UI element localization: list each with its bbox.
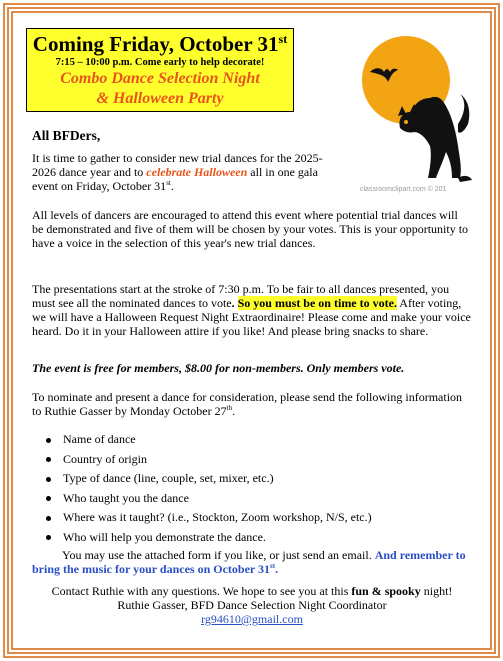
event-subtitle-2: & Halloween Party — [96, 90, 224, 107]
signature: Ruthie Gasser, BFD Dance Selection Night Coordinator — [117, 598, 387, 612]
paragraph-presentations: The presentations start at the stroke of 7:30 p.m. To be fair to all dances presented, you must see all the nominated dances to vote. So you must be on time to vote. After voting, we will have a Halloween Request Night Extraordinaire! Please come and make your voice heard. Do it in your Halloween attire if you like! And please bring snacks to share. — [32, 282, 471, 338]
paragraph-form-music: You may use the attached form if you like, or just send an email. And remember to bring the music for your dances on October 31st. — [32, 548, 466, 576]
list-item: Where was it taught? (i.e., Stockton, Zoom workshop, N/S, etc.) — [46, 508, 372, 528]
event-subtitle-1: Combo Dance Selection Night — [60, 70, 260, 87]
list-item: Country of origin — [46, 450, 372, 470]
event-header — [26, 28, 294, 112]
email-link[interactable]: rg94610@gmail.com — [201, 612, 303, 626]
paragraph-pricing: The event is free for members, $8.00 for non-members. Only members vote. — [32, 361, 405, 375]
paragraph-nominate: To nominate and present a dance for consideration, please send the following information to Ruthie Gasser by Monday October 27th. — [32, 390, 463, 418]
nomination-info-list — [46, 430, 372, 547]
on-time-highlight: So you must be on time to vote. — [237, 296, 397, 310]
event-time: 7:15 – 10:00 p.m. Come early to help decorate! — [55, 57, 265, 68]
closing — [28, 584, 476, 626]
list-item: Who taught you the dance — [46, 489, 372, 509]
list-item: Who will help you demonstrate the dance. — [46, 528, 372, 548]
list-item: Type of dance (line, couple, set, mixer, etc.) — [46, 469, 372, 489]
paragraph-intro: It is time to gather to consider new trial dances for the 2025-2026 dance year and to celebrate Halloween all in one gala event on Friday, October 31st. — [32, 151, 323, 193]
clipart-credit: classroomclipart.com © 201 — [360, 186, 447, 193]
list-item: Name of dance — [46, 430, 372, 450]
halloween-clipart — [340, 28, 480, 188]
paragraph-levels: All levels of dancers are encouraged to attend this event where potential trial dances will be demonstrated and five of them will be chosen by your votes. This is your opportunity to have a voice in the selection of this year's new trial dances. — [32, 208, 469, 250]
event-title: Coming Friday, October 31st — [32, 32, 288, 56]
closing-line: Contact Ruthie with any questions. We hope to see you at this fun & spooky night! — [51, 584, 453, 598]
greeting: All BFDers, — [32, 128, 101, 143]
